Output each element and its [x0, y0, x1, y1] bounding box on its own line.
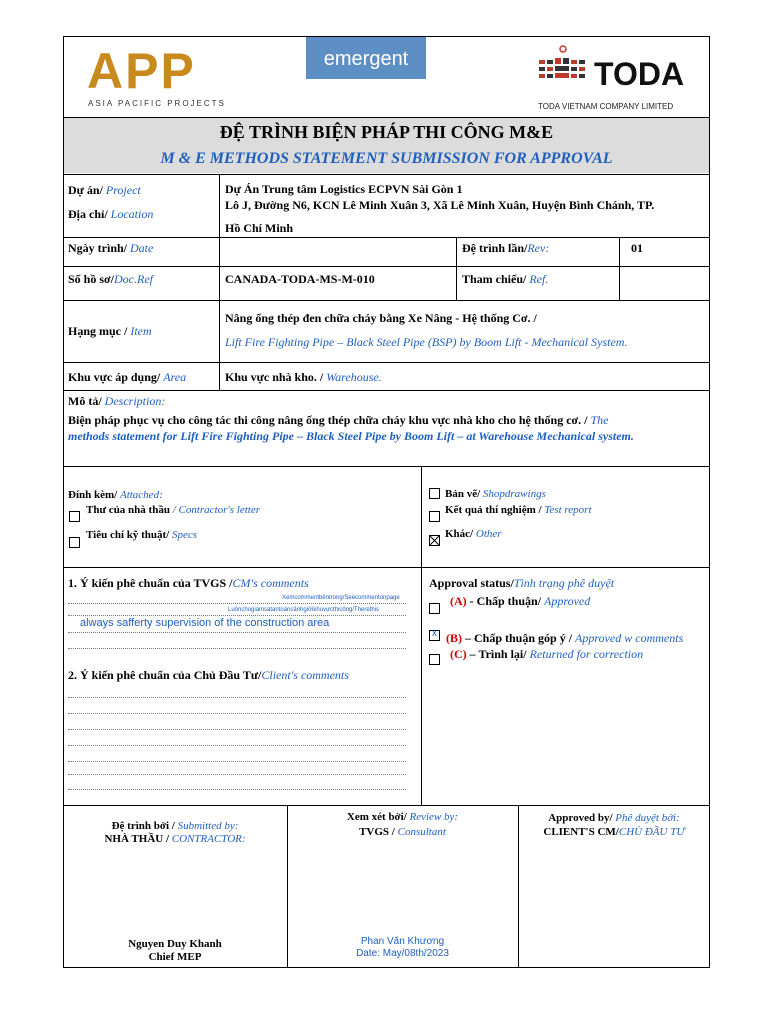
cm-comments-label: 1. Ý kiến phê chuẩn của TVGS /CM's comments [68, 576, 309, 590]
submitter-title: Chief MEP [148, 951, 202, 963]
location-value-line1: Lô J, Đường N6, KCN Lê Minh Xuân 3, Xã Lê Minh Xuân, Huyện Bình Chánh, TP. [225, 198, 655, 212]
contractor-letter-checkbox[interactable] [69, 511, 80, 522]
area-value: Khu vực nhà kho. / Warehouse. [225, 370, 382, 384]
approved-by-label: Approved by/ Phê duyệt bởi: [548, 812, 680, 824]
toda-logo: TODA [594, 56, 685, 92]
location-label: Địa chỉ/ Location [68, 207, 154, 221]
date-label: Ngày trình/ Date [68, 241, 154, 255]
app-logo-subtitle: ASIA PACIFIC PROJECTS [88, 99, 226, 108]
client-comments-label: 2. Ý kiến phê chuẩn của Chủ Đầu Tư/Client's comments [68, 668, 349, 682]
rev-value[interactable]: 01 [631, 241, 643, 255]
consultant-label: TVGS / Consultant [359, 826, 446, 838]
test-report-checkbox[interactable] [429, 511, 440, 522]
shopdrawings-label: Bản vẽ/ Shopdrawings [445, 488, 546, 500]
title-english: M & E METHODS STATEMENT SUBMISSION FOR APPROVAL [160, 150, 613, 167]
item-value-en: Lift Fire Fighting Pipe – Black Steel Pipe (BSP) by Boom Lift - Mechanical System. [225, 335, 628, 349]
cm-comment-note-2: Luônchogiámsátantoàncảnhgiớikhuvựcthicông/Therethis [228, 607, 380, 613]
returned-label: (C) – Trình lại/ Returned for correction [450, 647, 644, 661]
docref-value[interactable]: CANADA-TODA-MS-M-010 [225, 272, 375, 286]
review-by-label: Xem xét bởi/ Review by: [346, 811, 459, 823]
checked-x-icon [430, 536, 439, 545]
contractor-letter-label: Thư của nhà thầu / Contractor's letter [86, 504, 260, 516]
submitter-name: Nguyen Duy Khanh [128, 938, 222, 950]
ref-label: Tham chiếu/ Ref. [462, 272, 549, 286]
docref-label: Số hồ sơ/Doc.Ref [68, 272, 153, 286]
project-value: Dự Án Trung tâm Logistics ECPVN Sài Gòn 1 [225, 182, 463, 196]
location-value-line2: Hồ Chí Minh [225, 221, 294, 235]
client-label: CLIENT'S CM/CHỦ ĐẦU TƯ [543, 826, 685, 838]
reviewer-date: Date: May/08th/2023 [356, 948, 449, 959]
specs-checkbox[interactable] [69, 537, 80, 548]
item-value-vn: Nâng ống thép đen chữa cháy bằng Xe Nâng - Hệ thống Cơ. / [225, 311, 537, 325]
approved-label: (A) - Chấp thuận/ Approved [450, 594, 591, 608]
approved-with-comments-checkbox[interactable] [429, 630, 440, 641]
app-logo: APP [87, 43, 196, 99]
item-label: Hạng mục / Item [68, 324, 152, 338]
test-report-label: Kết quả thí nghiệm / Test report [445, 504, 592, 516]
description-line1: Biện pháp phục vụ cho công tác thi công nâng ống thép chữa cháy khu vực nhà kho cho hệ thống cơ. / The [68, 413, 609, 427]
area-label: Khu vực áp dụng/ Area [68, 370, 187, 384]
description-line2: methods statement for Lift Fire Fighting Pipe – Black Steel Pipe by Boom Lift – at Warehouse Mechanical system. [68, 429, 634, 443]
other-label: Khác/ Other [445, 528, 502, 540]
returned-checkbox[interactable] [429, 654, 440, 665]
cm-comment-text[interactable]: always safferty supervision of the construction area [80, 617, 330, 629]
project-label: Dự án/ Project [68, 183, 141, 197]
approved-with-comments-label: (B) – Chấp thuận góp ý / Approved w comments [446, 631, 684, 645]
shopdrawings-checkbox[interactable] [429, 488, 440, 499]
contractor-label: NHÀ THẦU / CONTRACTOR: [104, 833, 246, 845]
specs-label: Tiêu chí kỹ thuật/ Specs [86, 529, 198, 541]
description-label: Mô tả/ Description: [68, 394, 166, 408]
approved-with-comments-mark: x [432, 628, 437, 639]
approval-status-label: Approval status/Tình trạng phê duyệt [429, 576, 615, 590]
reviewer-name: Phan Văn Khương [360, 936, 445, 947]
cm-comment-note-1: Xemcommentbêntrong/Seecommentonpage [282, 595, 400, 601]
approved-checkbox[interactable] [429, 603, 440, 614]
submitted-by-label: Đệ trình bởi / Submitted by: [111, 820, 239, 832]
other-checkbox[interactable] [429, 535, 440, 546]
toda-logo-subtitle: TODA VIETNAM COMPANY LIMITED [538, 102, 674, 111]
title-vietnamese: ĐỆ TRÌNH BIỆN PHÁP THI CÔNG M&E [219, 122, 554, 142]
attached-label: Đính kèm/ Attached: [68, 489, 163, 501]
emergent-logo: emergent [306, 37, 426, 79]
rev-label: Đệ trình lần/Rev: [462, 241, 550, 255]
